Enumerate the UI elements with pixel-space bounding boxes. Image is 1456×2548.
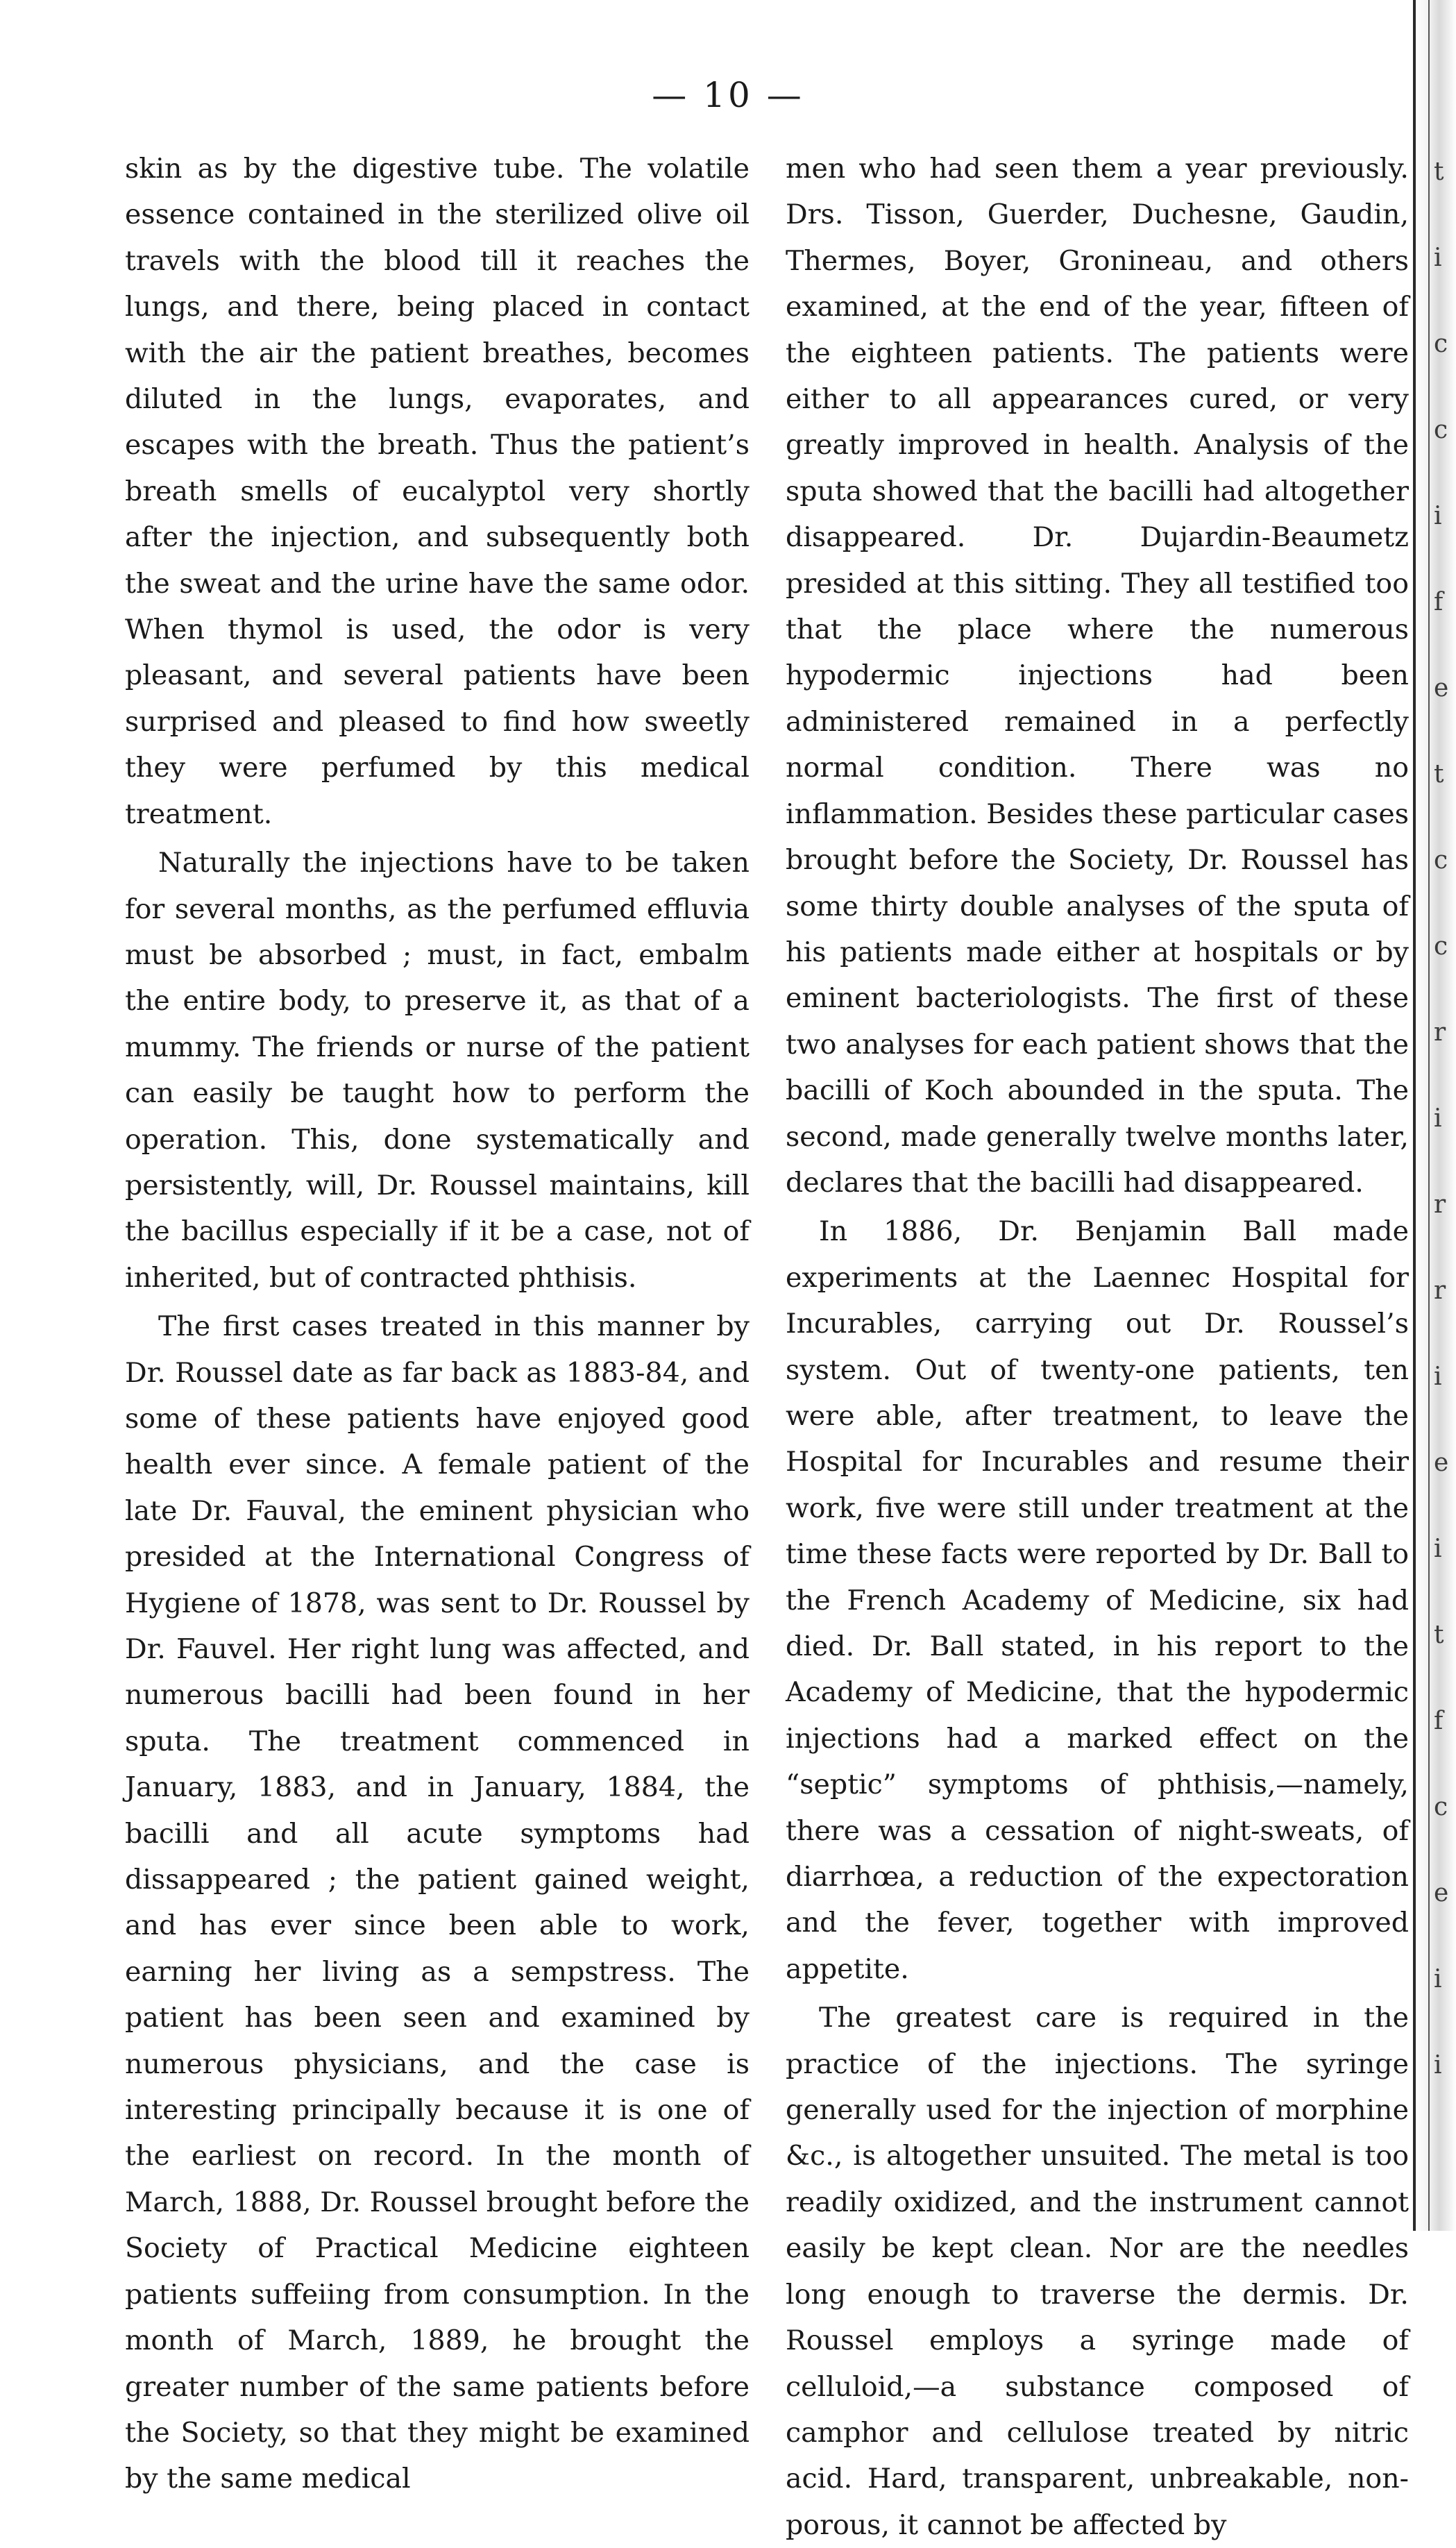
edge-fragment: i <box>1434 502 1442 530</box>
binding-line-secondary <box>1428 0 1430 2231</box>
right-paragraph-2: In 1886, Dr. Benjamin Ball made experiments at the Laennec Hospital for Incurables, carrying out Dr. Roussel’s system. Out of twenty-one patients, ten were able, after treatment, to leave the Hospital for Incurables and resume their work, five were still under treatment at the time these facts were reported by Dr. Ball to the French Academy of Medicine, six had died. Dr. Ball stated, in his report to the Academy of Medicine, that the hypodermic injections had a marked effect on the “septic” symptoms of phthisis,—namely, there was a cessation of night-sweats, of diarrhœa, a reduction of the expectoration and the fever, together with improved appetite. <box>786 1215 1409 1985</box>
edge-fragment: c <box>1434 932 1448 961</box>
binding-line <box>1413 0 1416 2231</box>
edge-fragment: t <box>1434 760 1444 788</box>
edge-fragment: i <box>1434 244 1442 272</box>
edge-fragment: i <box>1434 1104 1442 1133</box>
edge-fragment: e <box>1434 1449 1449 1477</box>
edge-fragment: r <box>1434 1276 1446 1305</box>
edge-fragment: f <box>1434 588 1444 616</box>
edge-fragment: f <box>1434 1707 1444 1735</box>
edge-fragment: r <box>1434 1018 1446 1047</box>
edge-fragment: t <box>1434 1621 1444 1649</box>
edge-fragment: i <box>1434 2051 1442 2079</box>
left-paragraph-3: The first cases treated in this manner by Dr. Roussel date as far back as 1883-84, and some of these patients have enjoyed good health ever since. A female patient of the late Dr. Fauval, the eminent physician who presided at the International Congress of Hygiene of 1878, was sent to Dr. Roussel by Dr. Fauvel. Her right lung was affected, and numerous bacilli had been found in her sputa. The treatment commenced in January, 1883, and in January, 1884, the bacilli and all acute symptoms had dissappeared ; the patient gained weight, and has ever since been able to work, earning her living as a sempstress. The patient has been seen and examined by numerous physicians, and the case is interesting principally because it is one of the earliest on record. In the month of March, 1888, Dr. Roussel brought before the Society of Practical Medicine eighteen patients suffeiing from consumption. In the month of March, 1889, he brought the greater number of the same patients before the Society, so that they might be examined by the same medical <box>125 1310 750 2495</box>
left-paragraph-1: skin as by the digestive tube. The volatile essence contained in the sterilized olive oil travels with the blood till it reaches the lungs, and there, being placed in contact with the air the patient breathes, becomes diluted in the lungs, evaporates, and escapes with the breath. Thus the patient’s breath smells of eucalyptol very shortly after the injection, and subsequently both the sweat and the urine have the same odor. When thymol is used, the odor is very pleasant, and several patients have been surprised and pleased to find how sweetly they were perfumed by this medical treatment. <box>125 153 750 830</box>
edge-fragment: e <box>1434 674 1449 702</box>
edge-fragment: t <box>1434 158 1444 186</box>
edge-fragment: c <box>1434 416 1448 444</box>
page-number: — 10 — <box>652 75 804 115</box>
right-paragraph-3: The greatest care is required in the practice of the injections. The syringe generally used for the injection of morphine &c., is altogether unsuited. The metal is too readily oxidized, and the instrument cannot easily be kept clean. Nor are the needles long enough to traverse the dermis. Dr. Roussel employs a syringe made of celluloid,—a substance composed of camphor and cellulose treated by nitric acid. Hard, transparent, unbreakable, non-porous, it cannot be affected by <box>786 2002 1409 2541</box>
edge-fragment: c <box>1434 1793 1448 1821</box>
edge-fragment: i <box>1434 1362 1442 1391</box>
edge-fragment: r <box>1434 1190 1446 1219</box>
edge-fragment: i <box>1434 1535 1442 1563</box>
edge-fragment: c <box>1434 846 1448 875</box>
left-paragraph-2: Naturally the injections have to be taken for several months, as the perfumed effluvia must be absorbed ; must, in fact, embalm the entire body, to preserve it, as that of a mummy. The friends or nurse of the patient can easily be taught how to perform the operation. This, done systematically and persistently, will, Dr. Roussel maintains, kill the bacillus especially if it be a case, not of inherited, but of contracted phthisis. <box>125 847 750 1294</box>
right-paragraph-1: men who had seen them a year previously. Drs. Tisson, Guerder, Duchesne, Gaudin, Thermes, Boyer, Gronineau, and others examined, at the end of the year, fifteen of the eighteen patients. The patients were either to all appearances cured, or very greatly improved in health. Analysis of the sputa showed that the bacilli had altogether disappeared. Dr. Dujardin-Beaumetz presided at this sitting. They all testified too that the place where the numerous hypodermic injections had been administered remained in a perfectly normal condition. There was no inflammation. Besides these particular cases brought before the Society, Dr. Roussel has some thirty double analyses of the sputa of his patients made either at hospitals or by eminent bacteriologists. The first of these two analyses for each patient shows that the bacilli of Koch abounded in the sputa. The second, made generally twelve months later, declares that the bacilli had disappeared. <box>786 153 1409 1199</box>
left-column <box>125 146 750 2502</box>
right-column <box>786 146 1409 2548</box>
edge-fragment: e <box>1434 1879 1449 1907</box>
edge-fragment: c <box>1434 330 1448 358</box>
edge-fragment: i <box>1434 1965 1442 1993</box>
